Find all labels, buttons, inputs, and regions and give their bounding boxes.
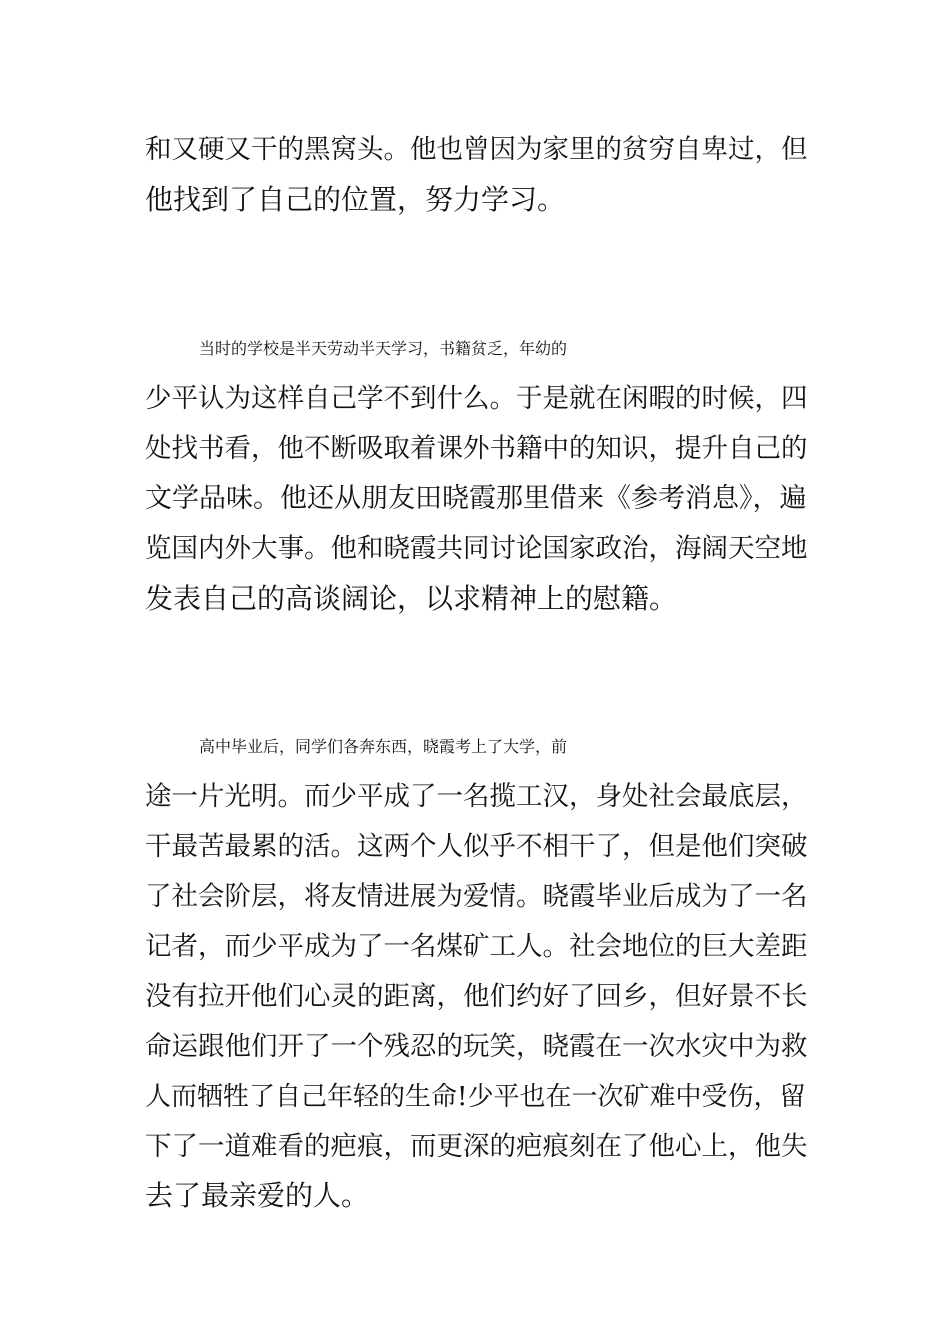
text-line: 了社会阶层，将友情进展为爱情。晓霞毕业后成为了一名 [145, 881, 808, 912]
text-line: 少平认为这样自己学不到什么。于是就在闲暇的时候，四 [145, 383, 808, 414]
text-line: 干最苦最累的活。这两个人似乎不相干了，但是他们突破 [145, 831, 808, 862]
text-line: 下了一道难看的疤痕，而更深的疤痕刻在了他心上，他失 [145, 1131, 808, 1162]
text-line: 和又硬又干的黑窝头。他也曾因为家里的贫穷自卑过，但 [145, 134, 808, 165]
text-line: 发表自己的高谈阔论，以求精神上的慰籍。 [145, 582, 678, 615]
text-line: 没有拉开他们心灵的距离，他们约好了回乡，但好景不长 [145, 981, 808, 1012]
text-line: 人而牺牲了自己年轻的生命!少平也在一次矿难中受伤，留 [145, 1082, 806, 1112]
text-line: 命运跟他们开了一个残忍的玩笑，晓霞在一次水灾中为救 [145, 1031, 808, 1062]
text-line: 途一片光明。而少平成了一名揽工汉，身处社会最底层， [145, 781, 808, 812]
text-line: 览国内外大事。他和晓霞共同讨论国家政治，海阔天空地 [145, 533, 808, 564]
text-line: 文学品味。他还从朋友田晓霞那里借来《参考消息》，遍 [145, 483, 807, 514]
text-line: 去了最亲爱的人。 [145, 1179, 370, 1212]
text-line: 处找书看，他不断吸取着课外书籍中的知识，提升自己的 [145, 433, 808, 464]
text-line: 高中毕业后，同学们各奔东西，晓霞考上了大学，前 [199, 737, 568, 756]
text-line: 记者，而少平成为了一名煤矿工人。社会地位的巨大差距 [145, 931, 808, 962]
text-line: 当时的学校是半天劳动半天学习，书籍贫乏，年幼的 [199, 339, 568, 358]
text-line: 他找到了自己的位置，努力学习。 [145, 183, 566, 216]
